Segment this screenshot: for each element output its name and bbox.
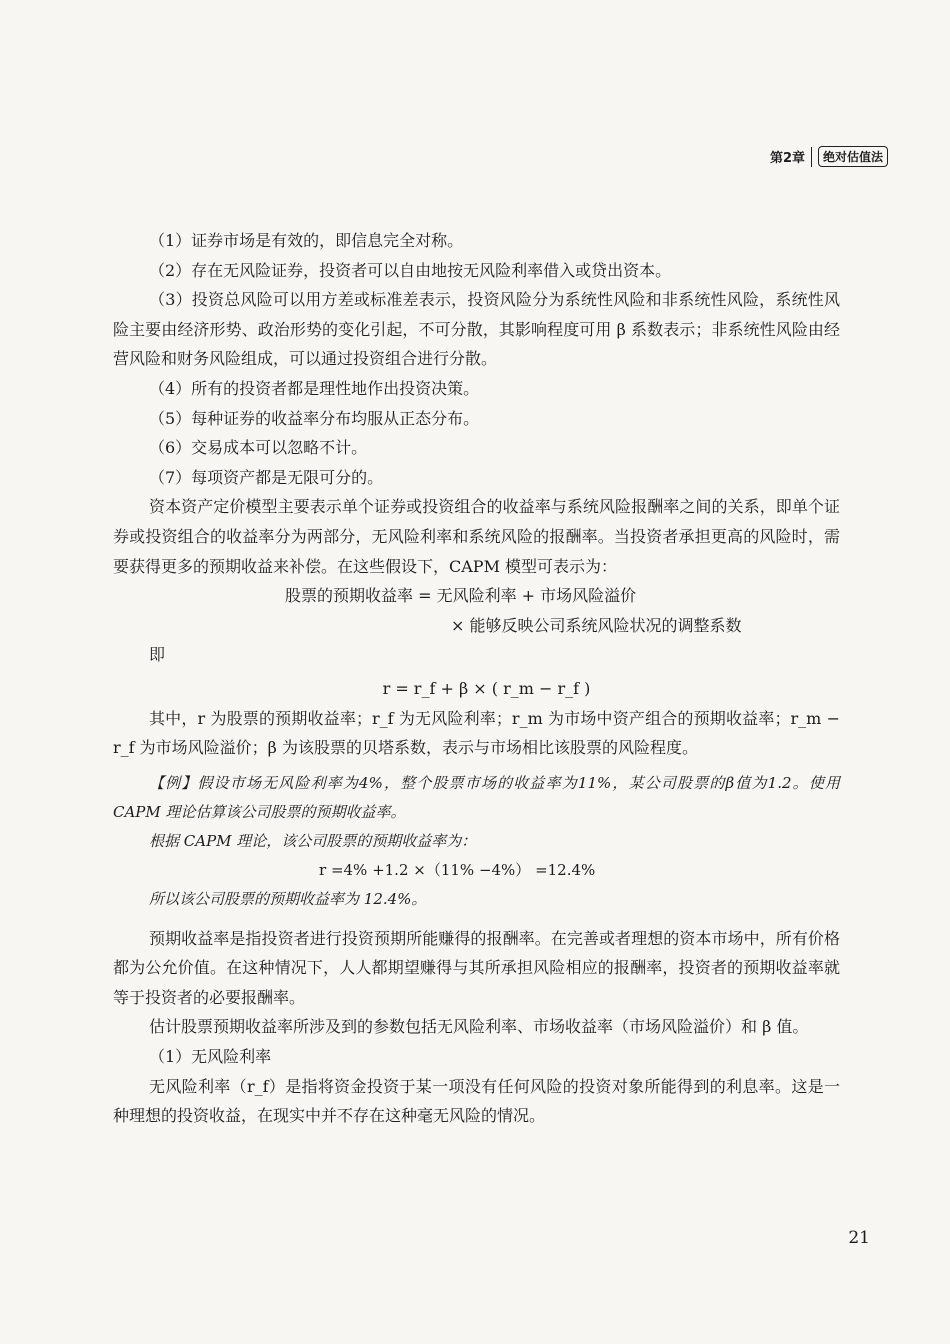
parameters-paragraph: 估计股票预期收益率所涉及到的参数包括无风险利率、市场收益率（市场风险溢价）和 β 值。 bbox=[149, 1017, 809, 1037]
formula-text-line-2: × 能够反映公司系统风险状况的调整系数 bbox=[451, 615, 742, 635]
assumption-1: （1）证券市场是有效的，即信息完全对称。 bbox=[149, 231, 464, 250]
assumption-7: （7）每项资产都是无限可分的。 bbox=[149, 467, 384, 487]
formula-text-line-1: 股票的预期收益率 = 无风险利率 + 市场风险溢价 bbox=[285, 586, 637, 606]
section-label: 绝对估值法 bbox=[818, 146, 888, 167]
risk-free-subheading: （1）无风险利率 bbox=[149, 1047, 272, 1067]
capm-intro-paragraph: 资本资产定价模型主要表示单个证券或投资组合的收益率与系统风险报酬率之间的关系，即单个证券或投资组合的收益率分为两部分，无风险利率和系统风险的报酬率。当投资者承担更高的风险时，需要获得更多的预期收益来补偿。在这些假设下，CAPM 模型可表示为： bbox=[113, 497, 840, 576]
assumption-5: （5）每种证券的收益率分布均服从正态分布。 bbox=[149, 408, 480, 428]
running-header bbox=[770, 146, 888, 167]
example-problem: 【例】假设市场无风险利率为4%，整个股票市场的收益率为11%，某公司股票的β值为1.2。使用 CAPM 理论估算该公司股票的预期收益率。 bbox=[113, 773, 840, 821]
capm-formula: r = r_f + β × ( r_m − r_f ) bbox=[382, 678, 591, 698]
page-number: 21 bbox=[848, 1228, 870, 1248]
ji-label: 即 bbox=[149, 645, 166, 665]
assumption-6: （6）交易成本可以忽略不计。 bbox=[149, 438, 368, 458]
formula-explanation: 其中，r 为股票的预期收益率；r_f 为无风险利率；r_m 为市场中资产组合的预期收益率；r_m − r_f 为市场风险溢价；β 为该股票的贝塔系数，表示与市场相比该股票的风险程度。 bbox=[113, 708, 840, 758]
example-calculation: r =4% +1.2 ×（11% −4%） =12.4% bbox=[319, 860, 596, 879]
expected-return-paragraph: 预期收益率是指投资者进行投资预期所能赚得的报酬率。在完善或者理想的资本市场中，所有价格都为公允价值。在这种情况下，人人都期望赚得与其所承担风险相应的报酬率，投资者的预期收益率就等于投资者的必要报酬率。 bbox=[113, 928, 840, 1007]
assumption-4: （4）所有的投资者都是理性地作出投资决策。 bbox=[149, 378, 480, 398]
example-step: 根据 CAPM 理论，该公司股票的预期收益率为： bbox=[149, 831, 477, 850]
example-block bbox=[113, 769, 840, 914]
assumption-2: （2）存在无风险证券，投资者可以自由地按无风险利率借入或贷出资本。 bbox=[149, 260, 672, 280]
risk-free-paragraph: 无风险利率（r_f）是指将资金投资于某一项没有任何风险的投资对象所能得到的利息率。这是一种理想的投资收益，在现实中并不存在这种毫无风险的情况。 bbox=[113, 1076, 840, 1126]
assumption-3: （3）投资总风险可以用方差或标准差表示，投资风险分为系统性风险和非系统性风险，系统性风险主要由经济形势、政治形势的变化引起，不可分散，其影响程度可用 β 系数表示；非系统性风险由经营风险和财务风险组成，可以通过投资组合进行分散。 bbox=[113, 290, 840, 369]
header-divider bbox=[811, 147, 812, 167]
body-text bbox=[113, 226, 840, 1131]
example-answer: 所以该公司股票的预期收益率为 12.4%。 bbox=[149, 889, 427, 908]
chapter-label: 第2章 bbox=[769, 151, 805, 166]
